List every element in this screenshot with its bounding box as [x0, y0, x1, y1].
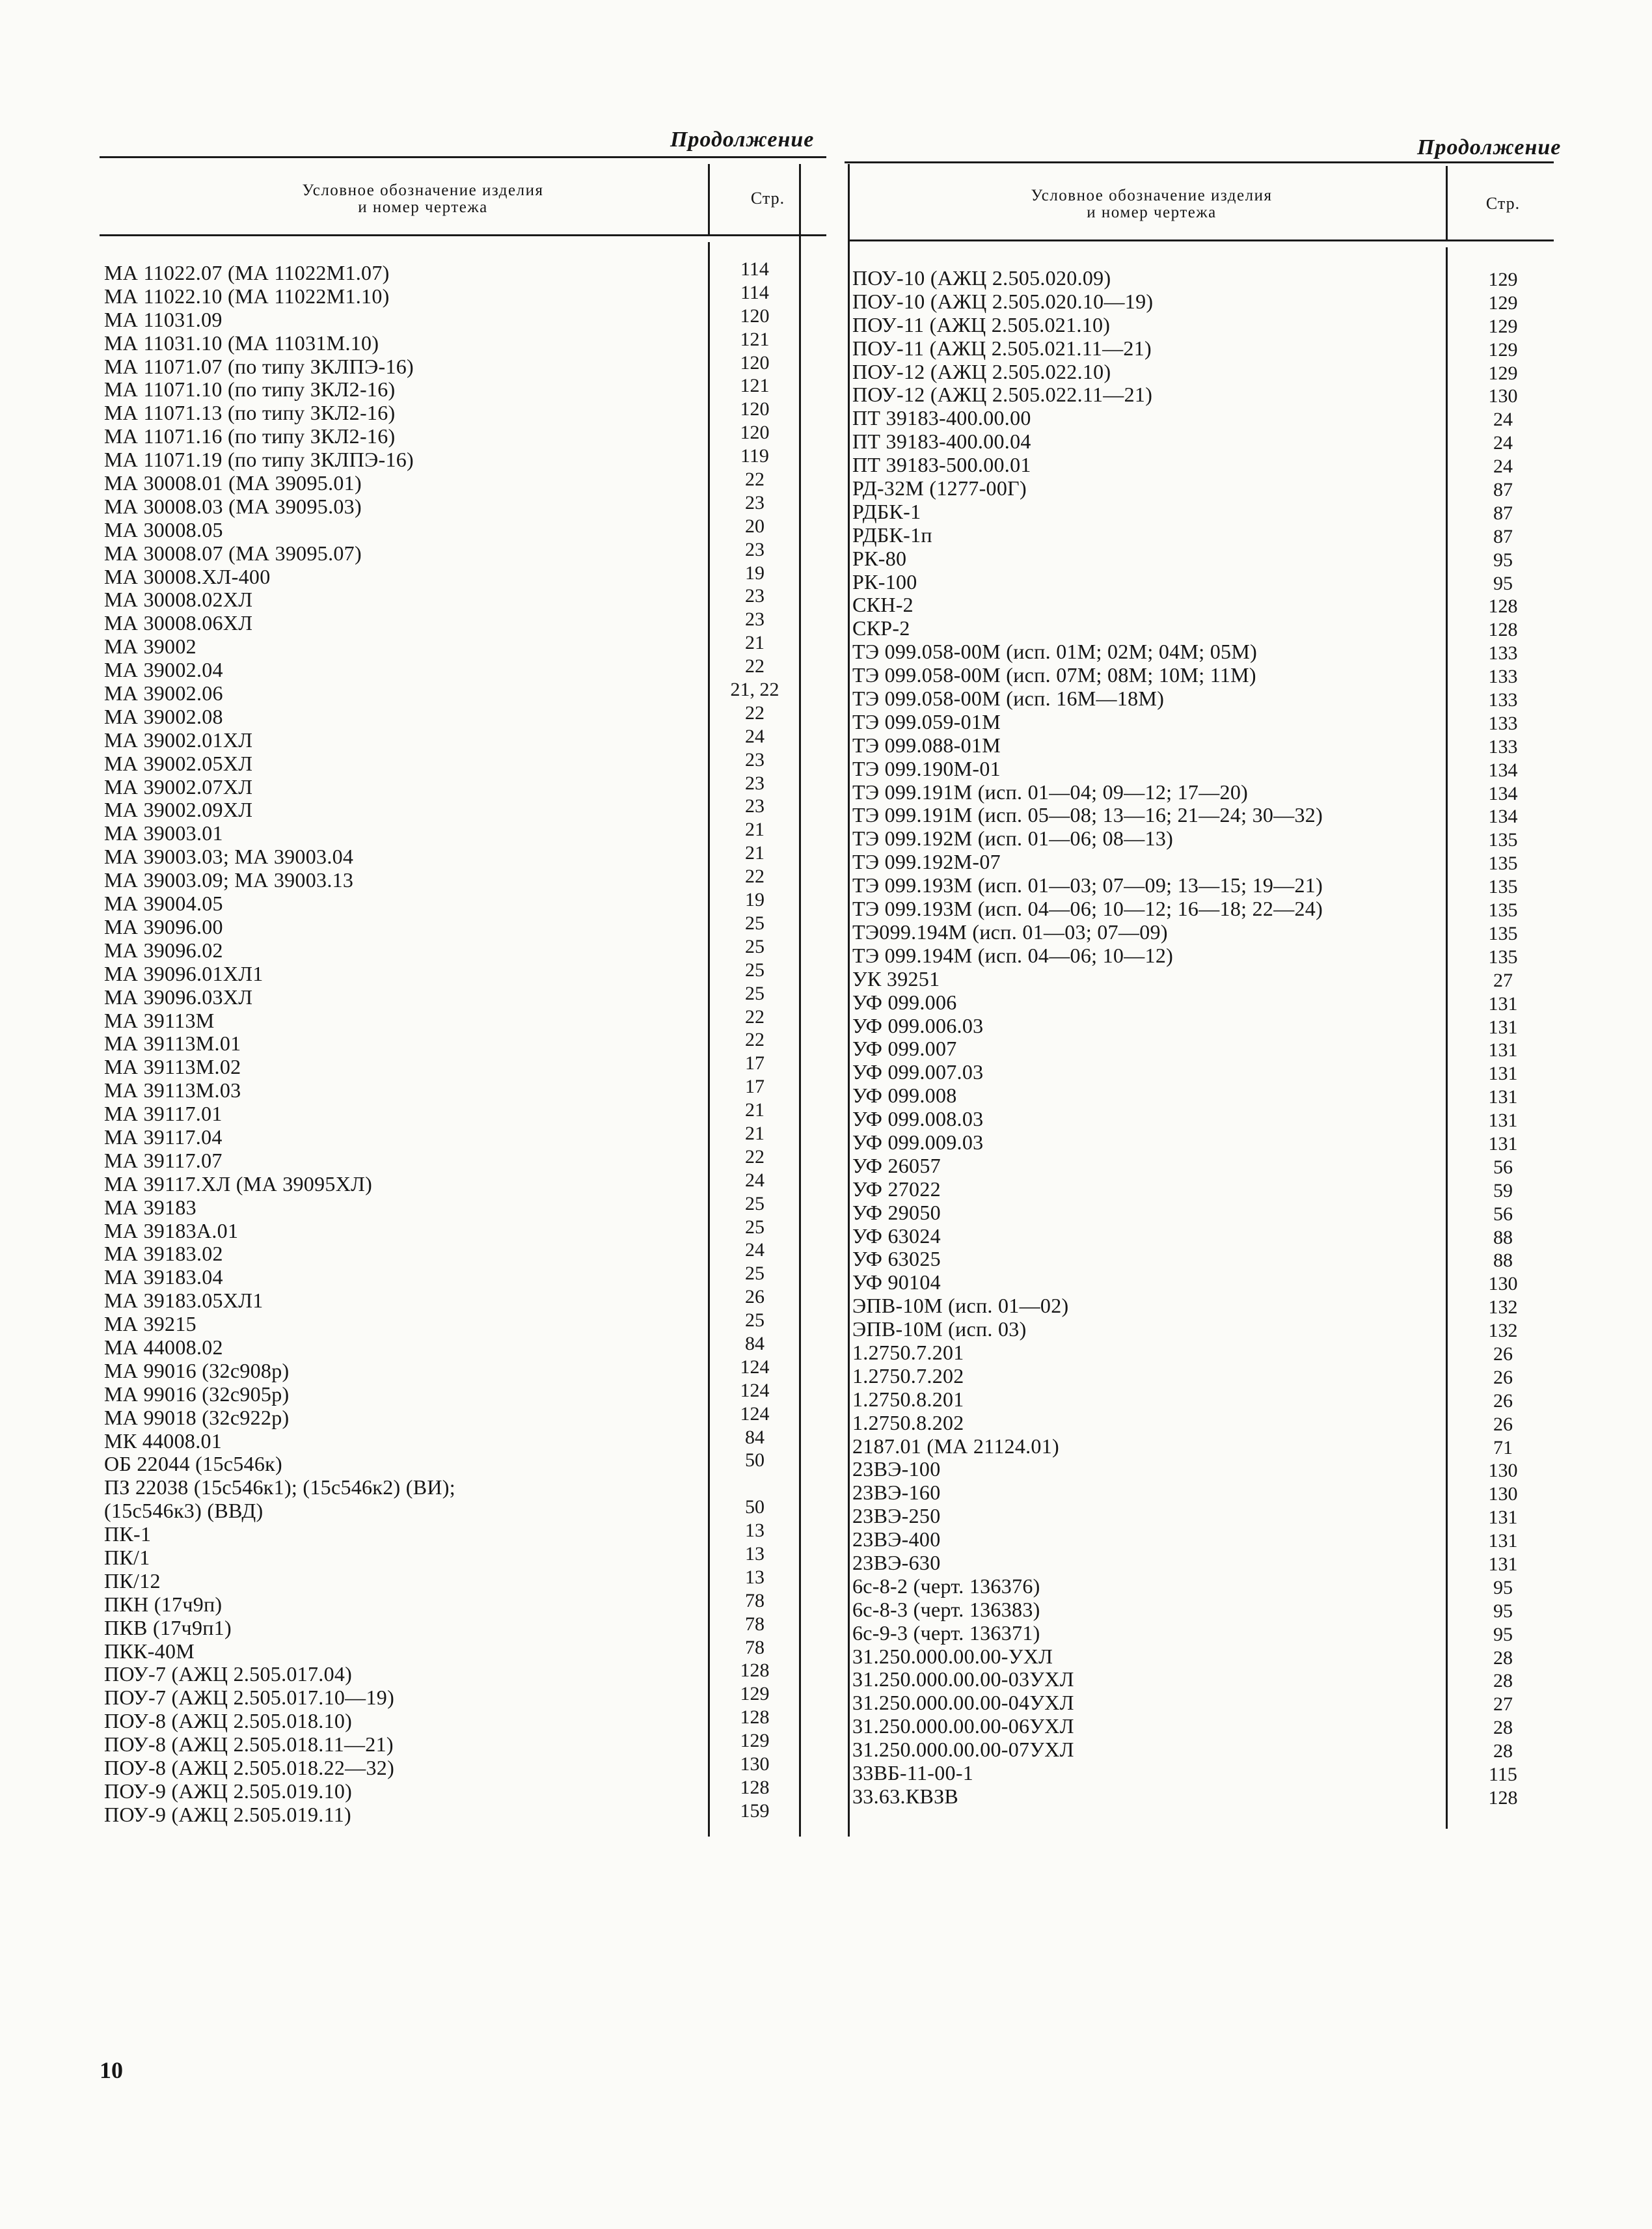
page-cell: 95 [1493, 549, 1513, 571]
designation-cell: МА 39215 [104, 1313, 196, 1336]
page-cell: 22 [745, 1145, 765, 1168]
designation-cell: УФ 099.006 [852, 991, 957, 1014]
right-header-designation-line1: Условное обозначение изделия [1031, 187, 1273, 204]
designation-cell: МА 11071.10 (по типу ЗКЛ2-16) [104, 378, 396, 402]
page-cell: 135 [1488, 829, 1518, 851]
designation-cell: МА 11071.19 (по типу ЗКЛПЭ-16) [104, 448, 414, 472]
right-page-list [1457, 268, 1549, 1810]
designation-cell: УФ 099.006.03 [852, 1014, 984, 1037]
page-cell: 25 [745, 935, 765, 957]
page-cell: 20 [745, 515, 765, 537]
designation-cell: МА 39096.01ХЛ1 [104, 962, 264, 985]
page-cell: 23 [745, 585, 765, 607]
designation-cell: ТЭ 099.191М (исп. 01—04; 09—12; 17—20) [852, 780, 1249, 804]
designation-cell: 23ВЭ-250 [852, 1505, 941, 1528]
designation-cell: МА 39004.05 [104, 892, 223, 916]
page-cell: 129 [1488, 362, 1518, 384]
designation-cell: МА 39002.06 [104, 682, 223, 705]
designation-cell: МА 39117.01 [104, 1102, 223, 1126]
designation-cell: ПКН (17ч9п) [104, 1593, 223, 1616]
left-header-designation [195, 182, 651, 216]
designation-cell: УФ 63025 [852, 1248, 941, 1271]
page-cell: 25 [745, 1309, 765, 1332]
page-cell: 25 [745, 1216, 765, 1238]
page-cell: 135 [1488, 876, 1518, 898]
designation-cell: УФ 099.007.03 [852, 1061, 984, 1084]
page-cell: 22 [745, 1005, 765, 1028]
right-header-rule [850, 239, 1554, 241]
designation-cell: ПОУ-10 (АЖЦ 2.505.020.09) [852, 267, 1111, 290]
page-cell: 132 [1488, 1320, 1518, 1342]
page-cell: 130 [1488, 385, 1518, 407]
page-cell: 133 [1488, 689, 1518, 711]
page-cell: 87 [1493, 502, 1513, 524]
page-cell: 133 [1488, 666, 1518, 688]
designation-cell: ПКВ (17ч9п1) [104, 1616, 232, 1639]
designation-cell: МА 11031.10 (МА 11031М.10) [104, 331, 379, 355]
page-cell: 128 [1488, 619, 1518, 641]
designation-cell: 1.2750.8.202 [852, 1411, 964, 1434]
right-header-divider [1446, 166, 1448, 241]
page-cell: 131 [1488, 1110, 1518, 1132]
page-cell: 24 [745, 725, 765, 747]
designation-cell: 31.250.000.00.00-УХЛ [852, 1645, 1053, 1668]
designation-cell: ТЭ 099.193М (исп. 04—06; 10—12; 16—18; 22—24) [852, 897, 1323, 921]
designation-cell: МА 44008.02 [104, 1335, 223, 1359]
right-column-divider [1446, 247, 1448, 1829]
page-cell: 17 [745, 1052, 765, 1074]
page-cell: 23 [745, 538, 765, 560]
designation-cell: МА 39113М.03 [104, 1079, 241, 1102]
designation-cell: ТЭ099.194М (исп. 01—03; 07—09) [852, 920, 1168, 944]
designation-cell: ПОУ-12 (АЖЦ 2.505.022.11—21) [852, 383, 1153, 407]
page-cell: 128 [740, 1776, 770, 1798]
designation-cell: ЭПВ-10М (исп. 01—02) [852, 1294, 1069, 1318]
page-cell: 19 [745, 889, 765, 911]
designation-cell: ПТ 39183-400.00.04 [852, 430, 1031, 454]
page-cell: 28 [1493, 1740, 1513, 1762]
left-table-edge [799, 164, 801, 1837]
designation-cell: РДБК-1 [852, 500, 921, 523]
page-cell: 26 [1493, 1343, 1513, 1365]
designation-cell: ПК-1 [104, 1523, 152, 1546]
designation-cell: МА 11071.13 (по типу ЗКЛ2-16) [104, 402, 396, 425]
page-cell: 95 [1493, 1600, 1513, 1622]
page-cell: 114 [740, 258, 769, 280]
designation-cell: РДБК-1п [852, 523, 932, 547]
page-cell: 25 [745, 912, 765, 934]
page-number: 10 [100, 2057, 123, 2083]
designation-cell: МА 99016 (32с905р) [104, 1382, 290, 1406]
designation-cell: ПТ 39183-400.00.00 [852, 407, 1031, 430]
left-column-divider [708, 242, 710, 1837]
page-cell: 28 [1493, 1647, 1513, 1669]
designation-cell: ПОУ-8 (АЖЦ 2.505.018.11—21) [104, 1733, 394, 1757]
right-designation-list [852, 267, 1443, 1809]
designation-cell: МА 99016 (32с908р) [104, 1359, 290, 1382]
page-cell: 24 [1493, 456, 1513, 478]
designation-cell: МА 11022.07 (МА 11022М1.07) [104, 262, 390, 284]
page-cell: 21 [745, 819, 765, 841]
page-cell: 23 [745, 609, 765, 631]
designation-cell: ОБ 22044 (15с546к) [104, 1453, 282, 1476]
designation-cell: СКР-2 [852, 617, 910, 640]
page-cell: 135 [1488, 922, 1518, 944]
page-cell: 17 [745, 1076, 765, 1098]
designation-cell: ПОУ-7 (АЖЦ 2.505.017.10—19) [104, 1686, 395, 1710]
page-cell: 130 [740, 1753, 770, 1775]
page-cell: 13 [745, 1566, 765, 1588]
page-cell: 135 [1488, 853, 1518, 875]
designation-cell: МА 39183 [104, 1196, 196, 1219]
page-cell: 21, 22 [730, 679, 779, 701]
designation-cell: УФ 29050 [852, 1201, 941, 1224]
page-cell: 134 [1488, 759, 1518, 781]
designation-cell: ЭПВ-10М (исп. 03) [852, 1318, 1027, 1341]
page-cell: 120 [740, 398, 770, 420]
page-cell: 24 [1493, 432, 1513, 454]
designation-cell: ТЭ 099.192М-07 [852, 851, 1001, 874]
designation-cell: МА 99018 (32с922р) [104, 1406, 290, 1429]
page-cell: 84 [745, 1426, 765, 1448]
page-cell: 159 [740, 1799, 770, 1822]
right-continuation-label: Продолжение [1417, 135, 1562, 159]
page-cell: 23 [745, 748, 765, 771]
page-cell: 28 [1493, 1717, 1513, 1739]
designation-cell: 1.2750.7.201 [852, 1341, 964, 1364]
page-cell: 129 [740, 1730, 770, 1752]
right-header-designation [924, 187, 1379, 221]
designation-cell: МА 39002.05ХЛ [104, 752, 253, 775]
designation-cell: МА 39183.05ХЛ1 [104, 1289, 264, 1313]
designation-cell: ПОУ-11 (АЖЦ 2.505.021.11—21) [852, 336, 1152, 360]
designation-cell: ТЭ 099.059-01М [852, 710, 1001, 733]
page-cell: 78 [745, 1589, 765, 1611]
designation-cell: ПОУ-12 (АЖЦ 2.505.022.10) [852, 360, 1111, 383]
page-cell: 133 [1488, 735, 1518, 758]
designation-cell: ПЗ 22038 (15с546к1); (15с546к2) (ВИ); [104, 1476, 455, 1499]
page-cell: 21 [745, 1122, 765, 1144]
left-header-designation-line1: Условное обозначение изделия [302, 182, 544, 199]
designation-cell: РК-100 [852, 570, 917, 594]
designation-cell: 6с-8-3 (черт. 136383) [852, 1598, 1040, 1621]
page-cell: 131 [1488, 1016, 1518, 1038]
designation-cell: 31.250.000.00.00-07УХЛ [852, 1738, 1074, 1762]
page-cell: 23 [745, 772, 765, 794]
page-cell: 120 [740, 422, 770, 444]
designation-cell: 2187.01 (МА 21124.01) [852, 1434, 1059, 1458]
page-cell: 129 [740, 1683, 770, 1705]
page-cell: 26 [1493, 1366, 1513, 1388]
designation-cell: 33ВБ-11-00-1 [852, 1762, 974, 1785]
page-cell: 22 [745, 702, 765, 724]
designation-cell: 6с-9-3 (черт. 136371) [852, 1621, 1040, 1645]
designation-cell: МК 44008.01 [104, 1429, 223, 1453]
page-cell: 119 [740, 445, 769, 467]
designation-cell: УФ 099.009.03 [852, 1130, 984, 1154]
designation-cell: МА 11022.10 (МА 11022М1.10) [104, 284, 390, 308]
designation-cell: МА 39096.03ХЛ [104, 985, 253, 1009]
designation-cell: УФ 099.007 [852, 1037, 957, 1061]
left-header-designation-line2: и номер чертежа [358, 198, 488, 216]
page-cell: 13 [745, 1520, 765, 1542]
page-cell: 133 [1488, 642, 1518, 664]
designation-cell: ПК/1 [104, 1546, 150, 1569]
designation-cell: УФ 63024 [852, 1224, 941, 1248]
page-cell: 131 [1488, 1086, 1518, 1108]
designation-cell: 31.250.000.00.00-06УХЛ [852, 1715, 1074, 1738]
designation-cell: МА 11071.16 (по типу ЗКЛ2-16) [104, 425, 396, 448]
designation-cell: МА 11031.09 [104, 308, 223, 331]
designation-cell: УК 39251 [852, 967, 940, 991]
designation-cell: РК-80 [852, 547, 907, 570]
designation-cell: 1.2750.7.202 [852, 1364, 964, 1388]
page-cell: 22 [745, 1029, 765, 1051]
page-cell: 130 [1488, 1273, 1518, 1295]
designation-cell: ПКК-40М [104, 1639, 195, 1663]
page-cell: 23 [745, 491, 765, 513]
page-cell: 13 [745, 1542, 765, 1565]
designation-cell: МА 39117.07 [104, 1149, 223, 1172]
right-header-page: Стр. [1485, 194, 1521, 213]
designation-cell: ПОУ-8 (АЖЦ 2.505.018.10) [104, 1710, 353, 1733]
page-cell: 27 [1493, 969, 1513, 991]
designation-cell: ТЭ 099.058-00М (исп. 07М; 08М; 10М; 11М) [852, 664, 1256, 687]
left-continuation-label: Продолжение [670, 128, 815, 152]
designation-cell: СКН-2 [852, 594, 914, 617]
designation-cell: ТЭ 099.058-00М (исп. 16М—18М) [852, 687, 1165, 711]
designation-cell: ПОУ-7 (АЖЦ 2.505.017.04) [104, 1663, 353, 1686]
page-cell: 95 [1493, 1576, 1513, 1598]
designation-cell: МА 39113М.02 [104, 1056, 241, 1079]
page-cell: 88 [1493, 1250, 1513, 1272]
designation-cell: МА 39002 [104, 635, 196, 659]
page-cell: 131 [1488, 1507, 1518, 1529]
page-cell: 121 [740, 375, 770, 397]
page-cell: 133 [1488, 712, 1518, 734]
designation-cell: ТЭ 099.191М (исп. 05—08; 13—16; 21—24; 30—32) [852, 804, 1323, 827]
designation-cell: МА 30008.07 (МА 39095.07) [104, 541, 362, 565]
page-cell: 78 [745, 1613, 765, 1635]
page-cell: 25 [745, 1263, 765, 1285]
page-cell: 88 [1493, 1226, 1513, 1248]
left-header-page: Стр. [750, 189, 785, 208]
designation-cell: ПОУ-9 (АЖЦ 2.505.019.11) [104, 1803, 351, 1826]
page-cell: 129 [1488, 269, 1518, 290]
designation-cell: МА 39183А.01 [104, 1219, 239, 1242]
page-cell: 22 [745, 655, 765, 677]
designation-cell: 1.2750.8.201 [852, 1388, 964, 1411]
designation-cell: 33.63.КВЗВ [852, 1785, 959, 1808]
page-cell: 22 [745, 866, 765, 888]
designation-cell: МА 30008.02ХЛ [104, 588, 253, 612]
designation-cell: ТЭ 099.058-00М (исп. 01М; 02М; 04М; 05М) [852, 640, 1258, 664]
page-cell: 28 [1493, 1670, 1513, 1692]
designation-cell: ТЭ 099.190М-01 [852, 757, 1001, 780]
designation-cell: МА 39113М.01 [104, 1032, 241, 1056]
page-cell: 129 [1488, 292, 1518, 314]
right-top-rule [845, 161, 1554, 163]
page-cell: 21 [745, 1099, 765, 1121]
designation-cell: ПОУ-11 (АЖЦ 2.505.021.10) [852, 313, 1111, 336]
page-cell: 56 [1493, 1203, 1513, 1225]
designation-cell: МА 39003.09; МА 39003.13 [104, 869, 354, 892]
page-cell: 56 [1493, 1156, 1513, 1178]
designation-cell: МА 30008.ХЛ-400 [104, 565, 271, 588]
page-cell: 115 [1489, 1764, 1517, 1785]
right-header-designation-line2: и номер чертежа [1087, 204, 1217, 221]
designation-cell: ТЭ 099.193М (исп. 01—03; 07—09; 13—15; 19—21) [852, 874, 1323, 897]
page-cell: 84 [745, 1332, 765, 1354]
page-cell: 128 [1488, 1786, 1518, 1809]
right-table-edge [848, 164, 850, 1837]
page-cell: 24 [745, 1239, 765, 1261]
page-cell: 130 [1488, 1460, 1518, 1482]
designation-cell: МА 30008.06ХЛ [104, 612, 253, 635]
designation-cell: 23ВЭ-100 [852, 1458, 941, 1481]
page-cell: 19 [745, 562, 765, 584]
designation-cell: МА 39096.00 [104, 915, 223, 938]
left-header-rule [100, 234, 826, 236]
designation-cell: РД-32М (1277-00Г) [852, 477, 1027, 500]
left-designation-list [104, 262, 706, 1827]
page-cell: 131 [1488, 1553, 1518, 1575]
designation-cell: ПК/12 [104, 1569, 161, 1593]
designation-cell: УФ 099.008.03 [852, 1108, 984, 1131]
designation-cell: ТЭ 099.194М (исп. 04—06; 10—12) [852, 944, 1174, 967]
page-cell: 95 [1493, 572, 1513, 594]
designation-cell: 31.250.000.00.00-04УХЛ [852, 1691, 1074, 1715]
page-cell [712, 1472, 797, 1496]
designation-cell: 31.250.000.00.00-03УХЛ [852, 1668, 1074, 1691]
page-cell: 129 [1488, 315, 1518, 337]
page-cell: 131 [1488, 1132, 1518, 1155]
page-cell: 130 [1488, 1483, 1518, 1505]
page-cell: 134 [1488, 806, 1518, 828]
designation-cell: МА 39117.ХЛ (МА 39095ХЛ) [104, 1172, 373, 1196]
designation-cell: МА 11071.07 (по типу ЗКЛПЭ-16) [104, 355, 414, 378]
designation-cell: МА 39003.01 [104, 822, 223, 845]
designation-cell: 23ВЭ-630 [852, 1551, 941, 1574]
page-cell: 59 [1493, 1179, 1513, 1201]
page-cell: 21 [745, 842, 765, 864]
designation-cell: МА 39002.08 [104, 705, 223, 728]
page-cell: 128 [1488, 595, 1518, 618]
designation-cell: МА 39002.01ХЛ [104, 728, 253, 752]
page-cell: 24 [745, 1169, 765, 1191]
page-cell: 87 [1493, 479, 1513, 501]
designation-cell: ПТ 39183-500.00.01 [852, 454, 1031, 477]
page-cell: 131 [1488, 1530, 1518, 1552]
page-cell: 120 [740, 305, 770, 327]
page-cell: 71 [1493, 1436, 1513, 1458]
page-cell: 26 [1493, 1389, 1513, 1412]
designation-cell: ПОУ-8 (АЖЦ 2.505.018.22—32) [104, 1757, 395, 1779]
designation-cell: ТЭ 099.088-01М [852, 733, 1001, 757]
designation-cell: УФ 099.008 [852, 1084, 957, 1108]
page-cell: 27 [1493, 1693, 1513, 1716]
left-header-divider [708, 164, 710, 236]
designation-cell: 6с-8-2 (черт. 136376) [852, 1574, 1040, 1598]
page-cell: 131 [1488, 1039, 1518, 1061]
designation-cell: ПОУ-10 (АЖЦ 2.505.020.10—19) [852, 290, 1154, 313]
designation-cell: УФ 27022 [852, 1177, 941, 1201]
page-cell: 21 [745, 632, 765, 654]
page-cell: 135 [1488, 899, 1518, 922]
designation-cell: УФ 26057 [852, 1154, 941, 1177]
page-cell: 124 [740, 1356, 770, 1378]
page-cell: 24 [1493, 409, 1513, 431]
designation-cell: МА 39002.04 [104, 659, 223, 682]
designation-cell: МА 39183.02 [104, 1242, 223, 1266]
designation-cell: (15с546к3) (ВВД) [104, 1499, 264, 1523]
page-cell: 134 [1488, 782, 1518, 804]
page-cell: 25 [745, 1192, 765, 1214]
page-cell: 124 [740, 1379, 770, 1401]
designation-cell: МА 39096.02 [104, 938, 223, 962]
page-cell: 23 [745, 795, 765, 817]
left-top-rule [100, 156, 826, 158]
page-cell: 78 [745, 1636, 765, 1658]
page-cell: 135 [1488, 946, 1518, 968]
page-cell: 50 [745, 1449, 765, 1471]
designation-cell: МА 30008.01 (МА 39095.01) [104, 472, 362, 495]
designation-cell: МА 30008.05 [104, 518, 223, 541]
page-cell: 128 [740, 1706, 770, 1729]
page-cell: 95 [1493, 1623, 1513, 1645]
left-page-list [712, 258, 797, 1823]
designation-cell: МА 39002.09ХЛ [104, 799, 253, 822]
page-cell: 114 [740, 281, 769, 303]
page-cell: 50 [745, 1496, 765, 1518]
page-cell: 26 [1493, 1413, 1513, 1435]
page-cell: 128 [740, 1660, 770, 1682]
page-cell: 131 [1488, 992, 1518, 1015]
page-cell: 121 [740, 328, 770, 350]
page-cell: 26 [745, 1286, 765, 1308]
page-cell: 25 [745, 982, 765, 1004]
page-cell: 25 [745, 959, 765, 981]
page-cell: 87 [1493, 525, 1513, 547]
designation-cell: 23ВЭ-160 [852, 1481, 941, 1505]
designation-cell: ПОУ-9 (АЖЦ 2.505.019.10) [104, 1779, 353, 1803]
page-cell: 124 [740, 1402, 770, 1425]
page-cell: 129 [1488, 338, 1518, 361]
designation-cell: МА 39183.04 [104, 1266, 223, 1289]
designation-cell: ТЭ 099.192М (исп. 01—06; 08—13) [852, 827, 1174, 851]
page-cell: 22 [745, 469, 765, 491]
designation-cell: МА 39003.03; МА 39003.04 [104, 845, 354, 869]
designation-cell: МА 39002.07ХЛ [104, 775, 253, 799]
designation-cell: МА 39117.04 [104, 1125, 223, 1149]
designation-cell: УФ 90104 [852, 1271, 941, 1294]
page-cell: 131 [1488, 1063, 1518, 1085]
page-cell: 132 [1488, 1296, 1518, 1319]
designation-cell: 23ВЭ-400 [852, 1528, 941, 1552]
designation-cell: МА 30008.03 (МА 39095.03) [104, 495, 362, 518]
page-cell: 120 [740, 351, 770, 374]
designation-cell: МА 39113М [104, 1009, 215, 1032]
